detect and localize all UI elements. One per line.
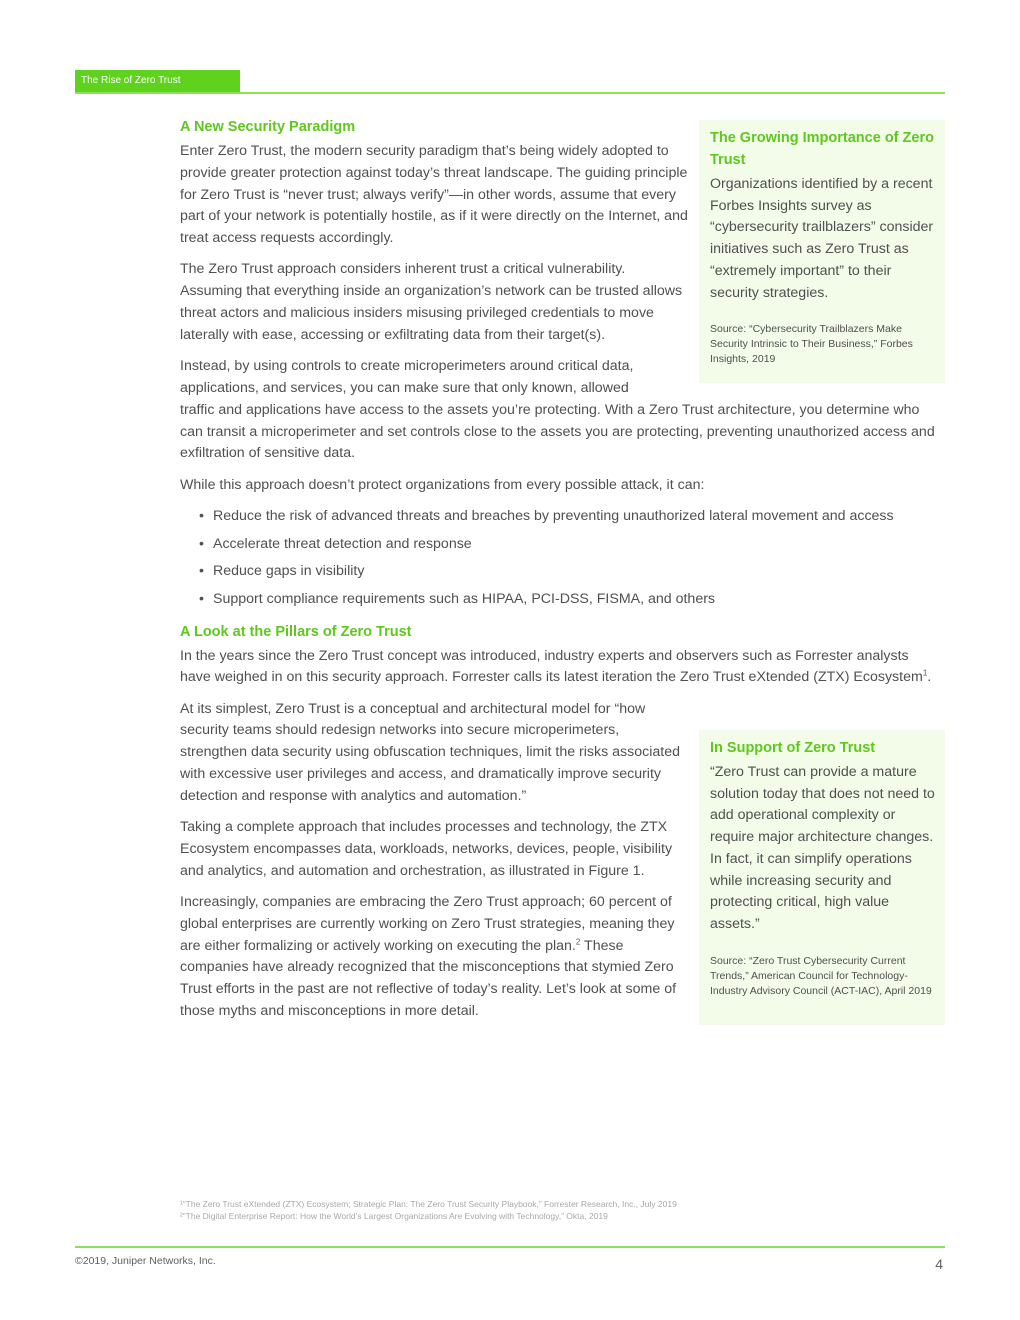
footnote-ref: 1 xyxy=(922,668,928,678)
sidebar-body: Organizations identified by a recent Forbes Insights survey as “cybersecurity trailblazers” consider initiatives such as Zero Trust as “extremely important” to their security strategies. xyxy=(710,176,934,301)
section-heading-pillars: A Look at the Pillars of Zero Trust xyxy=(180,623,412,640)
list-item: • Support compliance requirements such as HIPAA, PCI-DSS, FISMA, and others xyxy=(213,589,940,611)
list-item: • Reduce gaps in visibility xyxy=(213,561,940,583)
paragraph-text: In the years since the Zero Trust concept was introduced, industry experts and observers such as Forrester analysts have weighed in on this security approach. Forrester calls its latest iteration the Zero Trust eXtended (ZTX) Ecosystem xyxy=(180,647,923,686)
sidebar-source: Source: “Cybersecurity Trailblazers Make Security Intrinsic to Their Business,” Forbes Insights, 2019 xyxy=(710,323,913,366)
sidebar-source: Source: “Zero Trust Cybersecurity Current Trends,” American Council for Technology-Industry Advisory Council (ACT-IAC), April 2019 xyxy=(710,954,932,997)
paragraph: Taking a complete approach that includes processes and technology, the ZTX Ecosystem encompasses data, workloads, networks, devices, people, visibility and analytics, and automation and orchestration, as illustrated in Figure 1. xyxy=(180,819,673,879)
sidebar-title: In Support of Zero Trust xyxy=(710,740,876,756)
footnote: ¹“The Zero Trust eXtended (ZTX) Ecosystem; Strategic Plan: The Zero Trust Security Playbook,” Forrester Research, Inc., July 2019 xyxy=(180,1199,677,1209)
paragraph: The Zero Trust approach considers inherent trust a critical vulnerability. Assuming that everything inside an organization’s network can be trusted allows threat actors and malicious insiders misusing privileged credentials to move laterally with ease, accessing or exfiltrating data from their target(s). xyxy=(180,261,683,343)
footnote-ref: 2 xyxy=(575,936,581,946)
header-rule xyxy=(75,92,945,94)
paragraph xyxy=(180,646,940,690)
footer-rule xyxy=(75,1246,945,1248)
copyright: ©2019, Juniper Networks, Inc. xyxy=(75,1255,216,1267)
sidebar-body: “Zero Trust can provide a mature solution today that does not need to add operational complexity or require major architecture changes. In fact, it can simplify operations while increasing security and protecting critical, high value assets.” xyxy=(710,764,935,932)
footnote: ²“The Digital Enterprise Report: How the World’s Largest Organizations Are Evolving with Technology,” Okta, 2019 xyxy=(180,1211,608,1221)
paragraph-text: These companies have already recognized that the misconceptions that stymied Zero Trust efforts in the past are not reflective of today’s reality. Let’s look at some of those myths and misconceptions in more detail. xyxy=(180,937,677,1019)
page-number: 4 xyxy=(935,1256,943,1272)
sidebar-title: The Growing Importance of Zero Trust xyxy=(710,130,934,168)
paragraph-part: Instead, by using controls to create microperimeters around critical data, applications, and services, you can make sure that only known, allowed xyxy=(180,358,634,396)
section-heading-paradigm: A New Security Paradigm xyxy=(180,119,356,135)
paragraph: Enter Zero Trust, the modern security paradigm that’s being widely adopted to provide greater protection against today’s threat landscape. The guiding principle for Zero Trust is “never trust; always verify”—in other words, assume that every part of your network is potentially hostile, as if it were directly on the Internet, and treat access requests accordingly. xyxy=(180,143,688,247)
paragraph: At its simplest, Zero Trust is a conceptual and architectural model for “how security teams should redesign networks into secure microperimeters, strengthen data security using obfuscation techniques, limit the risks associated with excessive user privileges and access, and dramatically improve security detection and response with analytics and automation.” xyxy=(180,700,680,804)
paragraph: While this approach doesn’t protect organizations from every possible attack, it can: xyxy=(180,476,705,493)
bullet-list xyxy=(180,506,940,611)
list-item: • Reduce the risk of advanced threats and breaches by preventing unauthorized lateral movement and access xyxy=(213,506,940,528)
list-item: • Accelerate threat detection and response xyxy=(213,534,940,556)
paragraph-text: . xyxy=(927,669,932,686)
paragraph-text: Increasingly, companies are embracing the Zero Trust approach; 60 percent of global enterprises are currently working on Zero Trust strategies, meaning they are either formalizing or actively working on executing the plan. xyxy=(180,894,675,954)
paragraph xyxy=(180,892,690,1023)
sidebar-in-support xyxy=(699,730,945,1025)
header-tab: The Rise of Zero Trust xyxy=(75,70,240,92)
footnotes xyxy=(180,1198,677,1222)
sidebar-growing-importance xyxy=(699,120,945,383)
paragraph-part: traffic and applications have access to the assets you’re protecting. With a Zero Trust architecture, you determine who can transit a microperimeter and set controls close to the assets you are protecting, preventing unauthorized access and exfiltration of sensitive data. xyxy=(180,401,935,462)
